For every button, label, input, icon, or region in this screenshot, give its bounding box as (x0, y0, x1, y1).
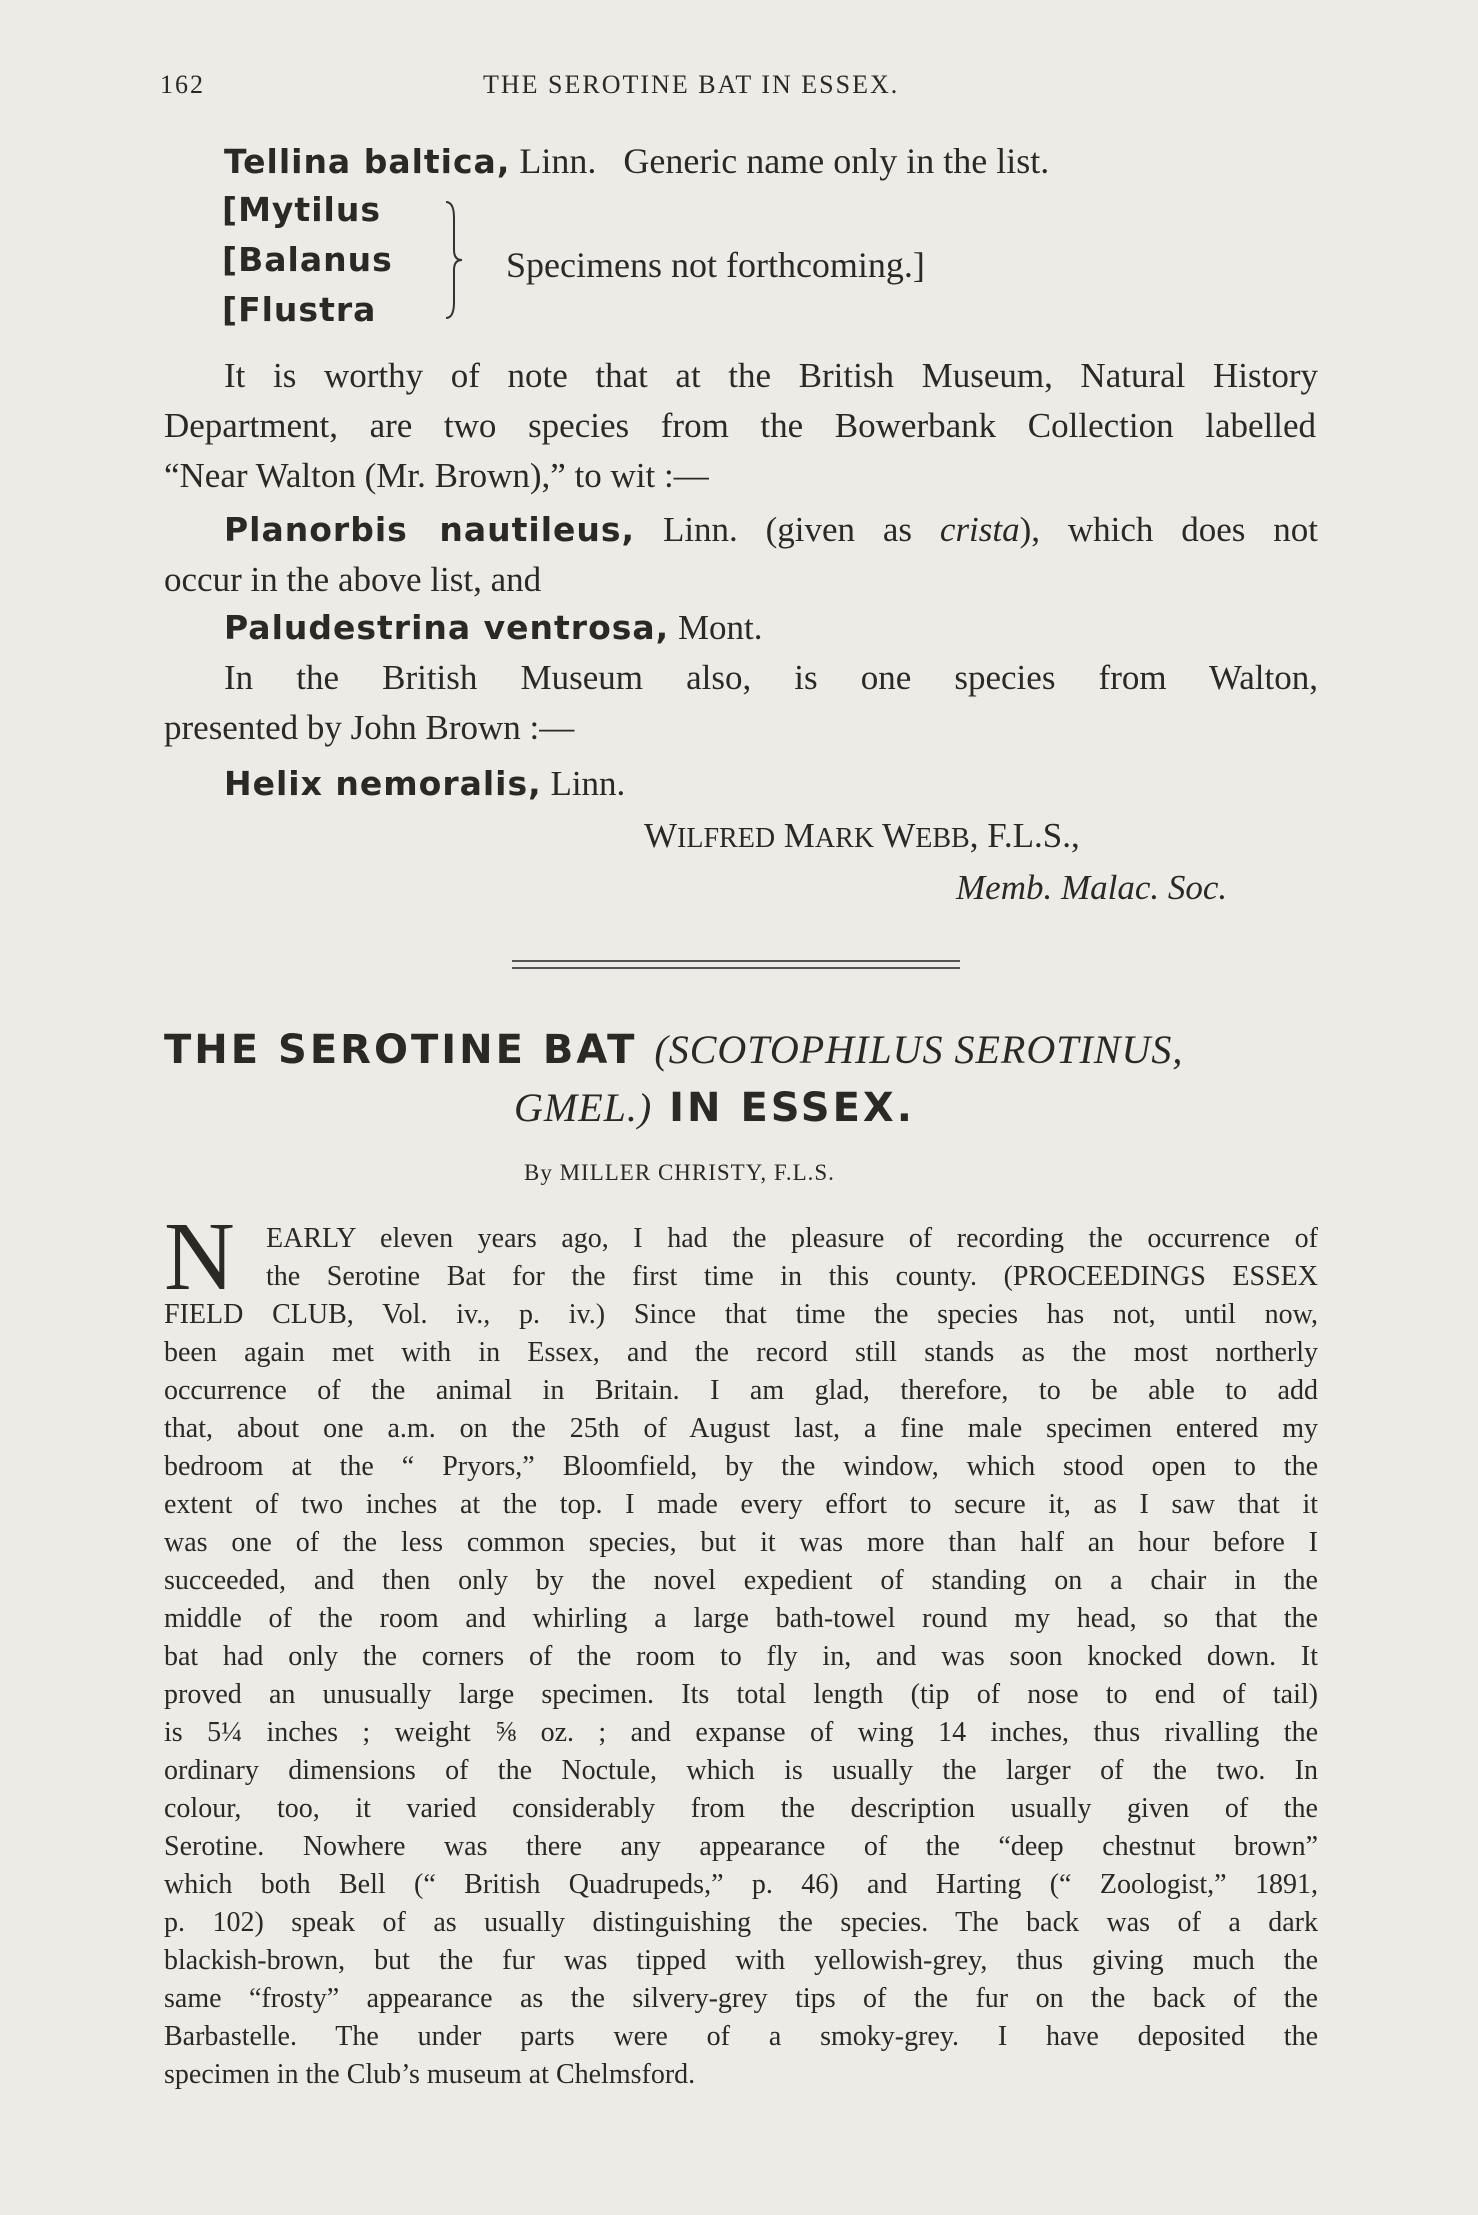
species-name: Helix nemoralis, (224, 764, 542, 803)
drop-cap: N (164, 1203, 235, 1311)
paragraph-line: which both Bell (“ British Quadrupeds,” p. 46) and Harting (“ Zoologist,” 1891, (164, 1869, 1318, 1900)
article-title-cont: GMEL.) IN ESSEX. (514, 1085, 915, 1131)
paragraph-line: succeeded, and then only by the novel expedient of standing on a chair in the (164, 1565, 1318, 1596)
species-authority: Linn. (550, 764, 626, 803)
species-name: Planorbis nautileus, (224, 510, 636, 549)
paragraph-line: same “frosty” appearance as the silvery-grey tips of the fur on the back of the (164, 1983, 1318, 2014)
paragraph-line: middle of the room and whirling a large bath-towel round my head, so that the (164, 1603, 1318, 1634)
list-item: [Balanus (222, 240, 393, 279)
paragraph-line: was one of the less common species, but it was more than half an hour before I (164, 1527, 1318, 1558)
species-authority: Linn. (519, 141, 597, 181)
paragraph-line: been again met with in Essex, and the record still stands as the most northerly (164, 1337, 1318, 1368)
paragraph-line: bedroom at the “ Pryors,” Bloomfield, by the window, which stood open to the (164, 1451, 1318, 1482)
species-authority: Mont. (677, 608, 763, 647)
paragraph-line: occur in the above list, and (164, 560, 542, 599)
paragraph-line: bat had only the corners of the room to fly in, and was soon knocked down. It (164, 1641, 1318, 1672)
signature-name: WILFRED MARK WEBB, F.L.S., (644, 816, 1080, 855)
species-entry (224, 510, 1318, 550)
paragraph-line: specimen in the Club’s museum at Chelmsford. (164, 2059, 696, 2090)
divider (512, 967, 960, 969)
page-number: 162 (160, 70, 205, 99)
paragraph-line: FIELD CLUB, Vol. iv., p. iv.) Since that time the species has not, until now, (164, 1299, 1318, 1330)
paragraph-line: EARLY eleven years ago, I had the pleasure of recording the occurrence of (266, 1223, 1318, 1254)
article-title: THE SEROTINE BAT (SCOTOPHILUS SEROTINUS, (164, 1027, 1184, 1073)
divider (512, 960, 960, 962)
species-entry (224, 764, 625, 804)
paragraph-line: presented by John Brown :— (164, 708, 575, 747)
species-name: Tellina baltica, (224, 142, 511, 181)
paragraph-line: p. 102) speak of as usually distinguishing the species. The back was of a dark (164, 1907, 1318, 1938)
paragraph-line: Department, are two species from the Bowerbank Collection labelled (164, 406, 1316, 445)
byline: By MILLER CHRISTY, F.L.S. (524, 1160, 835, 1185)
running-title: THE SEROTINE BAT IN ESSEX. (483, 70, 900, 99)
species-name: Paludestrina ventrosa, (224, 608, 670, 647)
list-item (224, 140, 1049, 182)
paragraph-line: colour, too, it varied considerably from the description usually given of the (164, 1793, 1318, 1824)
paragraph-line: blackish-brown, but the fur was tipped with yellowish-grey, thus giving much the (164, 1945, 1318, 1976)
paragraph-line: Barbastelle. The under parts were of a smoky-grey. I have deposited the (164, 2021, 1318, 2052)
list-item: [Mytilus (222, 190, 381, 229)
curly-brace-icon (442, 198, 464, 322)
species-note: Specimens not forthcoming.] (506, 245, 925, 285)
paragraph-line: is 5¼ inches ; weight ⅝ oz. ; and expanse of wing 14 inches, thus rivalling the (164, 1717, 1318, 1748)
paragraph-line: Serotine. Nowhere was there any appearance of the “deep chestnut brown” (164, 1831, 1318, 1862)
species-entry (224, 608, 763, 648)
paragraph-line: extent of two inches at the top. I made every effort to secure it, as I saw that it (164, 1489, 1318, 1520)
paragraph-line: proved an unusually large specimen. Its total length (tip of nose to end of tail) (164, 1679, 1318, 1710)
list-item: [Flustra (222, 290, 377, 329)
paragraph-line: occurrence of the animal in Britain. I am glad, therefore, to be able to add (164, 1375, 1318, 1406)
paragraph-line: the Serotine Bat for the first time in this county. (PROCEEDINGS ESSEX (266, 1261, 1318, 1292)
paragraph-line: ordinary dimensions of the Noctule, which is usually the larger of the two. In (164, 1755, 1318, 1786)
signature-membership: Memb. Malac. Soc. (956, 868, 1228, 907)
paragraph-line: that, about one a.m. on the 25th of August last, a fine male specimen entered my (164, 1413, 1318, 1444)
paragraph-line: “Near Walton (Mr. Brown),” to wit :— (164, 456, 709, 495)
species-remark: Linn. (given as crista), which does not (662, 510, 1318, 549)
paragraph-line: It is worthy of note that at the British Museum, Natural History (224, 356, 1318, 395)
paragraph-line: In the British Museum also, is one species from Walton, (224, 658, 1318, 697)
species-note: Generic name only in the list. (623, 141, 1050, 181)
